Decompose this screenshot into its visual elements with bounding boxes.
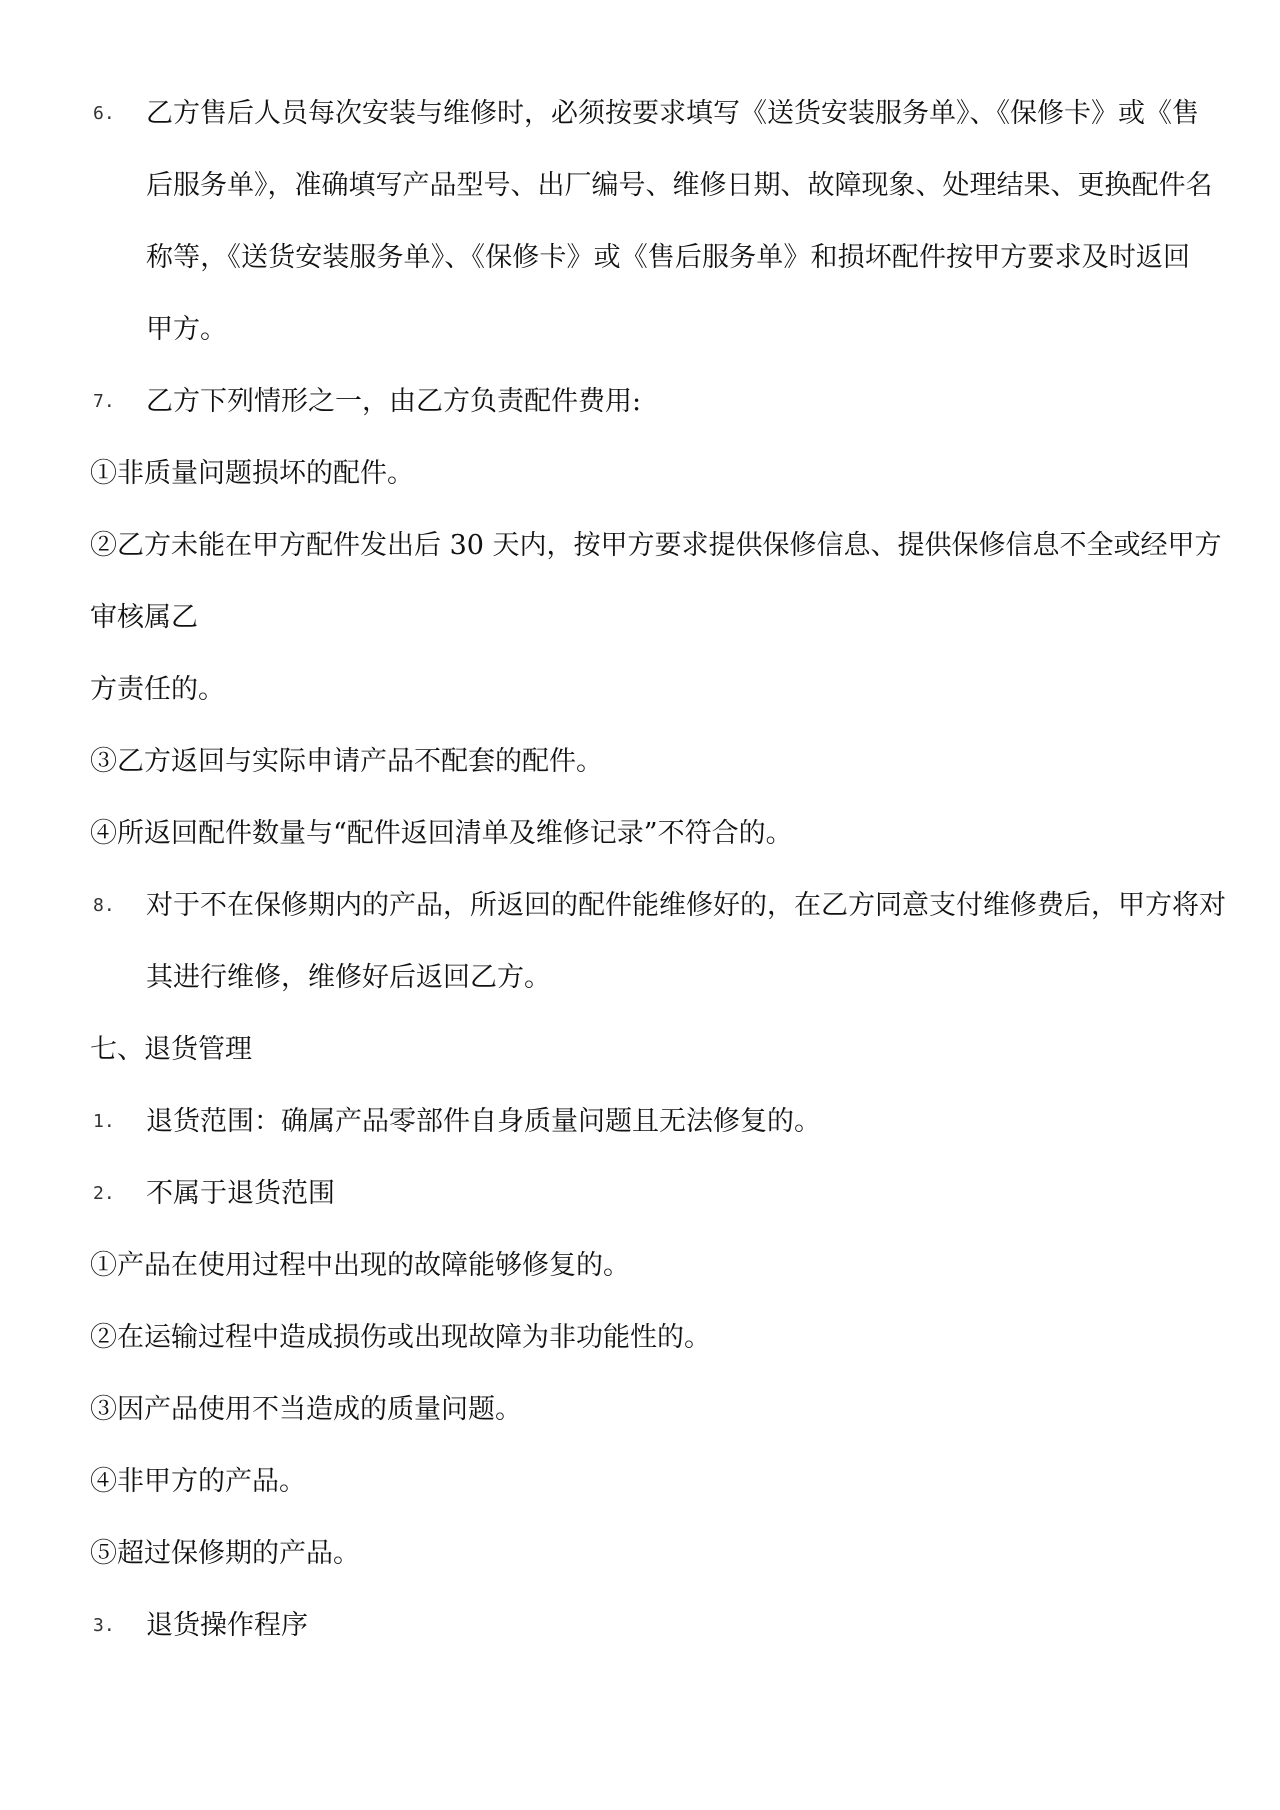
sub-item: 审核属乙 — [90, 602, 198, 633]
sub-item: ⑤超过保修期的产品。 — [90, 1538, 360, 1569]
paragraph-line: 称等，《送货安装服务单》、《保修卡》或《售后服务单》和损坏配件按甲方要求及时返回 — [146, 242, 1190, 273]
paragraph-line: 不属于退货范围 — [146, 1178, 335, 1209]
sub-item: ②乙方未能在甲方配件发出后 30 天内，按甲方要求提供保修信息、提供保修信息不全或经甲方 — [90, 530, 1222, 561]
item-number: 7. — [93, 391, 115, 412]
paragraph-line: 退货范围：确属产品零部件自身质量问题且无法修复的。 — [146, 1106, 821, 1137]
item-number: 3. — [93, 1615, 115, 1636]
paragraph-line: 乙方售后人员每次安装与维修时，必须按要求填写《送货安装服务单》、《保修卡》或《售 — [146, 98, 1199, 129]
paragraph-line: 后服务单》，准确填写产品型号、出厂编号、维修日期、故障现象、处理结果、更换配件名 — [146, 170, 1213, 201]
sub-item: ①非质量问题损坏的配件。 — [90, 458, 414, 489]
paragraph-line: 甲方。 — [146, 314, 227, 345]
sub-item: ④非甲方的产品。 — [90, 1466, 306, 1497]
sub-item: ③乙方返回与实际申请产品不配套的配件。 — [90, 746, 603, 777]
section-heading: 七、退货管理 — [90, 1034, 252, 1065]
sub-item: 方责任的。 — [90, 674, 225, 705]
item-number: 1. — [93, 1111, 115, 1132]
sub-item: ④所返回配件数量与“配件返回清单及维修记录”不符合的。 — [90, 818, 793, 849]
item-number: 8. — [93, 895, 115, 916]
paragraph-line: 对于不在保修期内的产品，所返回的配件能维修好的，在乙方同意支付维修费后，甲方将对 — [146, 890, 1226, 921]
paragraph-line: 其进行维修，维修好后返回乙方。 — [146, 962, 551, 993]
sub-item: ②在运输过程中造成损伤或出现故障为非功能性的。 — [90, 1322, 711, 1353]
item-number: 6. — [93, 103, 115, 124]
paragraph-line: 乙方下列情形之一，由乙方负责配件费用: — [146, 386, 642, 417]
sub-item: ①产品在使用过程中出现的故障能够修复的。 — [90, 1250, 630, 1281]
item-number: 2. — [93, 1183, 115, 1204]
sub-item: ③因产品使用不当造成的质量问题。 — [90, 1394, 522, 1425]
paragraph-line: 退货操作程序 — [146, 1610, 308, 1641]
